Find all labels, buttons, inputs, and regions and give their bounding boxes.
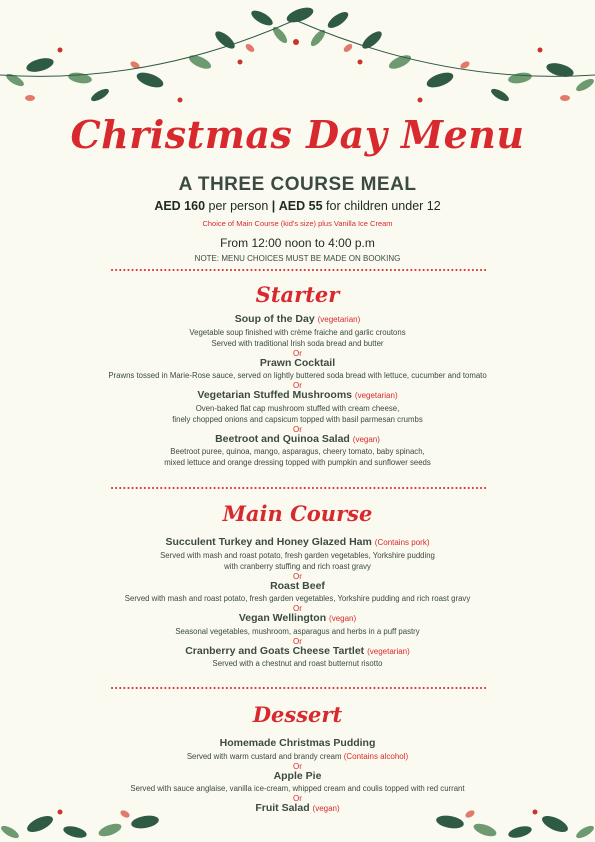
- item-desc: Beetroot puree, quinoa, mango, asparagus, cheery tomato, baby spinach,: [170, 447, 425, 456]
- item-name: Prawn Cocktail: [259, 356, 336, 369]
- item-name: Succulent Turkey and Honey Glazed Ham: [165, 536, 372, 548]
- child-price: AED 55: [278, 199, 323, 213]
- item-name: Soup of the Day: [234, 313, 315, 325]
- or-divider: Or: [293, 424, 302, 434]
- or-divider: Or: [293, 761, 302, 771]
- or-divider: Or: [293, 381, 302, 390]
- item-desc: Served with traditional Irish soda bread and butter: [211, 338, 384, 348]
- item-name: Cranberry and Goats Cheese Tartlet: [185, 644, 365, 657]
- menu-item: [0, 434, 595, 469]
- item-desc: Served with a chestnut and roast butternut risotto: [212, 659, 383, 668]
- adult-price: AED 160: [154, 199, 206, 213]
- service-hours: From 12:00 noon to 4:00 p.m: [220, 236, 375, 250]
- item-desc: Prawns tossed in Marie-Rose sauce, served on lightly buttered soda bread with lettuce, cucumber and tomato: [108, 371, 487, 380]
- item-desc: Oven-baked flat cap mushroom stuffed with cream cheese,: [195, 403, 400, 413]
- price-separator: |: [271, 199, 276, 213]
- item-tag: (vegan): [312, 804, 340, 813]
- menu-item: [0, 581, 595, 605]
- menu-item: [0, 537, 595, 572]
- item-tag: (vegan): [352, 434, 380, 444]
- item-name: Vegan Wellington: [238, 612, 327, 624]
- menu-title: Christmas Day Menu: [70, 112, 525, 157]
- item-name: Roast Beef: [270, 579, 325, 592]
- or-divider: Or: [293, 794, 302, 803]
- dotted-divider: [110, 486, 488, 490]
- or-divider: Or: [293, 604, 302, 613]
- price-line: [0, 199, 595, 213]
- item-desc: Served with sauce anglaise, vanilla ice-cream, whipped cream and coulis topped with red currant: [130, 784, 465, 793]
- menu-item: [0, 314, 595, 349]
- item-name: Apple Pie: [273, 769, 322, 782]
- item-name: Vegetarian Stuffed Mushrooms: [197, 389, 352, 401]
- menu-item: [0, 390, 595, 425]
- item-desc: with cranberry stuffing and rich roast gravy: [224, 561, 371, 571]
- item-desc: Vegetable soup finished with crème fraiche and garlic croutons: [189, 327, 406, 337]
- holly-garland-decoration: [0, 0, 595, 120]
- dessert-items: [0, 738, 595, 814]
- item-tag: (vegetarian): [354, 391, 398, 400]
- item-desc: Served with mash and roast potato, fresh garden vegetables, Yorkshire pudding and rich roast gravy: [124, 594, 471, 603]
- item-desc: mixed lettuce and orange dressing topped with pumpkin and sunflower seeds: [164, 458, 431, 467]
- or-divider: Or: [293, 636, 302, 646]
- dotted-divider: [110, 686, 488, 690]
- section-title-main-course: Main Course: [222, 501, 373, 526]
- or-divider: Or: [293, 571, 302, 581]
- or-divider: Or: [293, 348, 302, 358]
- item-tag: (vegetarian): [367, 646, 410, 656]
- kids-note: Choice of Main Course (kid's size) plus Vanilla Ice Cream: [202, 219, 393, 228]
- child-price-suffix: for children under 12: [326, 199, 441, 213]
- adult-price-suffix: per person: [208, 199, 269, 213]
- starter-items: [0, 314, 595, 468]
- menu-item: [0, 646, 595, 670]
- menu-item: [0, 613, 595, 637]
- item-name: Fruit Salad: [255, 802, 310, 814]
- item-desc: finely chopped onions and capsicum topped with basil parmesan crumbs: [172, 414, 423, 424]
- item-tag: (vegetarian): [317, 315, 361, 324]
- dotted-divider: [110, 268, 488, 272]
- item-tag: (vegan): [329, 614, 357, 623]
- menu-item: [0, 771, 595, 795]
- item-desc: Seasonal vegetables, mushroom, asparagus and herbs in a puff pastry: [175, 626, 420, 636]
- booking-note: NOTE: MENU CHOICES MUST BE MADE ON BOOKING: [194, 254, 401, 263]
- item-desc: Served with mash and roast potato, fresh garden vegetables, Yorkshire pudding: [160, 550, 435, 560]
- item-desc-tag: (Contains alcohol): [343, 751, 409, 761]
- main-course-items: [0, 537, 595, 669]
- item-name: Beetroot and Quinoa Salad: [215, 432, 350, 445]
- section-title-dessert: Dessert: [252, 702, 343, 727]
- section-title-starter: Starter: [255, 282, 340, 307]
- menu-item: [0, 803, 595, 814]
- menu-item: [0, 738, 595, 762]
- menu-item: [0, 358, 595, 382]
- item-desc: Served with warm custard and brandy cream: [186, 751, 342, 761]
- item-tag: (Contains pork): [374, 538, 430, 547]
- item-name: Homemade Christmas Pudding: [219, 737, 376, 749]
- menu-subtitle: A THREE COURSE MEAL: [178, 174, 417, 195]
